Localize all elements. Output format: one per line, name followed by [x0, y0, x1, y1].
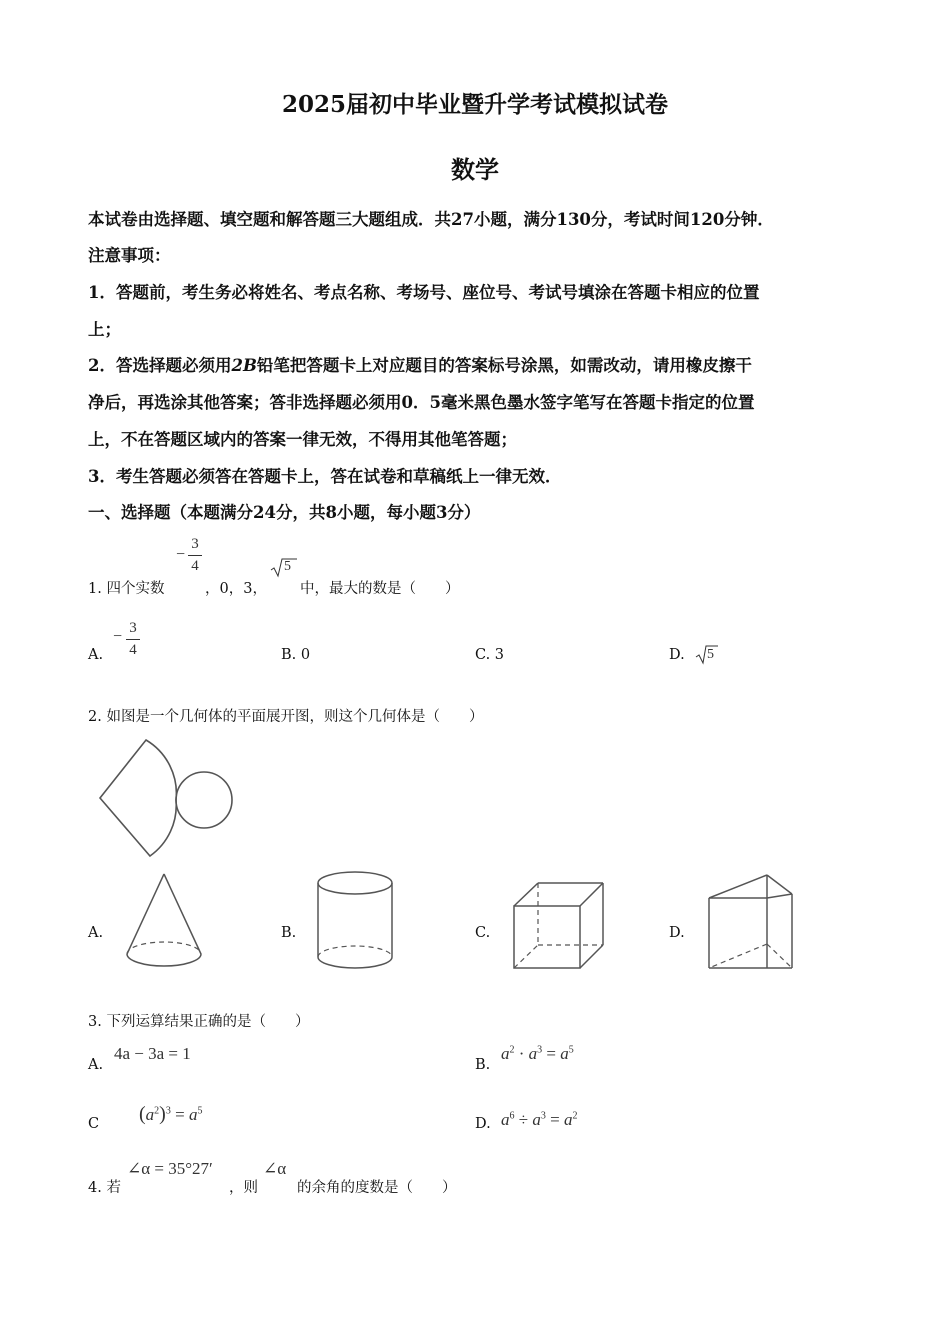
q3-option-d-expr: $a^6 \div a^3 = a^2$ [501, 1110, 578, 1129]
q2-option-a-label[interactable]: A. [88, 925, 104, 941]
subject-title: 数学 [451, 155, 499, 184]
q1-option-d-radicand: 5 [707, 647, 714, 662]
q2-option-b-label[interactable]: B. [281, 925, 297, 941]
q1-option-a-label[interactable]: A. [88, 647, 104, 663]
q1-option-b[interactable]: B. 0 [281, 647, 311, 663]
note-1-line-2: 上； [88, 320, 121, 339]
q2-option-d-label[interactable]: D. [669, 925, 685, 941]
exam-title: 2025届初中毕业暨升学考试模拟试卷 [281, 91, 668, 118]
note-2-line-3: 上，不在答题区域内的答案一律无效，不得用其他笔答题； [88, 430, 517, 449]
q3-option-a-expr: 4a − 3a = 1 [114, 1044, 191, 1063]
q1-sqrt-radicand: 5 [284, 559, 291, 574]
q1-suffix: 中，最大的数是（ ） [300, 581, 460, 597]
note-2-line-1: 2．答选择题必须用2B铅笔把答题卡上对应题目的答案标号涂黑，如需改动，请用橡皮擦干 [88, 356, 752, 375]
q3-option-c-expr: $(a^2)^3 = a^5$ [139, 1103, 203, 1125]
q1-option-a-neg: − [113, 628, 123, 645]
q1-fraction [188, 536, 202, 575]
q3-option-d-label[interactable]: D. [475, 1116, 491, 1132]
q4-angle: ∠α [263, 1159, 287, 1178]
q4-mid: ，则 [229, 1180, 258, 1196]
circle-shape [176, 772, 232, 828]
q1-prefix: 1. 四个实数 [88, 581, 165, 597]
note-3: 3．考生答题必须答在答题卡上，答在试卷和草稿纸上一律无效． [88, 467, 562, 486]
q1-fraction-numerator: 3 [191, 536, 199, 552]
q3-option-a-label[interactable]: A. [88, 1057, 104, 1073]
sector-shape [100, 740, 176, 856]
q2-stem: 2. 如图是一个几何体的平面展开图，则这个几何体是（ ） [88, 709, 484, 725]
q1-option-a-fraction [126, 620, 140, 659]
note-2-line-2: 净后，再选涂其他答案；答非选择题必须用0．5毫米黑色墨水签字笔写在答题卡指定的位置 [88, 393, 755, 412]
q1-option-a-denominator: 4 [129, 642, 137, 658]
cube-icon [510, 880, 606, 972]
q1-option-a-numerator: 3 [129, 620, 137, 636]
q1-option-d-label[interactable]: D. [669, 647, 685, 663]
intro-text: 本试卷由选择题、填空题和解答题三大题组成．共27小题，满分130分，考试时间120分钟． [88, 210, 774, 229]
q4-prefix: 4. 若 [88, 1180, 121, 1196]
q2-option-c-label[interactable]: C. [475, 925, 491, 941]
cone-icon [122, 872, 206, 970]
q3-option-c-label[interactable]: C [88, 1116, 100, 1132]
net-diagram-figure [96, 738, 236, 860]
q1-fraction-denominator: 4 [191, 558, 199, 574]
q1-neg-sign: − [176, 546, 186, 563]
q1-mid: ，0，3， [205, 581, 267, 597]
section-1-heading: 一、选择题（本题满分24分，共8小题，每小题3分） [88, 503, 481, 522]
note-1-line-1: 1．答题前，考生务必将姓名、考点名称、考场号、座位号、考试号填涂在答题卡相应的位置 [88, 283, 760, 302]
notes-heading: 注意事项： [88, 246, 171, 265]
triangular-prism-icon [705, 872, 797, 972]
q3-stem: 3. 下列运算结果正确的是（ ） [88, 1014, 310, 1030]
q3-option-b-expr: $a^2 \cdot a^3 = a^5$ [501, 1044, 574, 1063]
q4-given-angle: ∠α = 35°27′ [127, 1159, 213, 1178]
q1-option-c[interactable]: C. 3 [475, 647, 505, 663]
q4-suffix: 的余角的度数是（ ） [297, 1180, 457, 1196]
cylinder-icon [314, 870, 396, 972]
q3-option-b-label[interactable]: B. [475, 1057, 491, 1073]
